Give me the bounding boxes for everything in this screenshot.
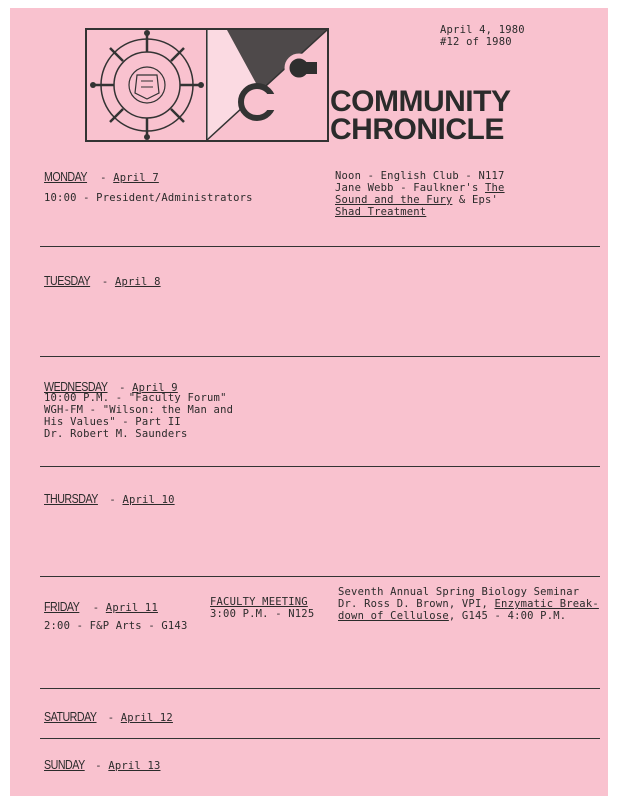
sunday-label: SUNDAY: [44, 757, 85, 772]
issue-date: April 4, 1980: [440, 24, 525, 36]
saturday-label: SATURDAY: [44, 709, 97, 724]
divider: [40, 576, 600, 577]
newsletter-page: [10, 8, 608, 796]
friday-heading: FRIDAY - April 11: [44, 599, 158, 614]
friday-label: FRIDAY: [44, 599, 80, 614]
monday-right-events: [335, 170, 605, 218]
wednesday-label: WEDNESDAY: [44, 379, 108, 394]
monday-date: April 7: [113, 172, 159, 184]
masthead-logo: [85, 28, 329, 142]
monday-lecture-line3: Shad Treatment: [335, 206, 427, 218]
thursday-date: April 10: [122, 494, 175, 506]
masthead-title-line1: COMMUNITY: [330, 85, 511, 118]
tuesday-date: April 8: [114, 276, 161, 288]
thursday-label: THURSDAY: [44, 491, 98, 506]
faculty-meeting-title: FACULTY MEETING: [210, 596, 308, 608]
wednesday-date: April 9: [132, 382, 178, 394]
wednesday-line: WGH-FM - "Wilson: the Man and: [44, 404, 234, 416]
saturday-date: April 12: [120, 712, 173, 724]
friday-date: April 11: [105, 602, 158, 614]
monday-event: 10:00 - President/Administrators: [44, 192, 253, 204]
saturday-heading: SATURDAY - April 12: [44, 709, 173, 724]
monday-heading: MONDAY - April 7: [44, 169, 159, 184]
faculty-meeting-time: 3:00 P.M. - N125: [210, 608, 315, 620]
college-seal-icon: [87, 30, 327, 140]
friday-arts-event: 2:00 - F&P Arts - G143: [44, 620, 188, 632]
wednesday-line: His Values" - Part II: [44, 416, 181, 428]
monday-lecture-line: Jane Webb - Faulkner's The: [335, 182, 505, 194]
sunday-date: April 13: [108, 760, 161, 772]
wednesday-line: 10:00 P.M. - "Faculty Forum": [44, 392, 227, 404]
sunday-heading: SUNDAY - April 13: [44, 757, 161, 772]
wednesday-line: Dr. Robert M. Saunders: [44, 428, 188, 440]
divider: [40, 688, 600, 689]
divider: [40, 246, 600, 247]
divider: [40, 738, 600, 739]
tuesday-heading: TUESDAY - April 8: [44, 273, 161, 288]
divider: [40, 466, 600, 467]
monday-label: MONDAY: [44, 169, 88, 184]
faculty-meeting: [210, 596, 314, 620]
divider: [40, 356, 600, 357]
wednesday-events: [44, 392, 304, 440]
tuesday-label: TUESDAY: [44, 273, 91, 288]
issue-number: #12 of 1980: [440, 36, 512, 48]
seminar-title: Seventh Annual Spring Biology Seminar: [338, 586, 580, 598]
monday-lecture-line2: Sound and the Fury & Eps': [335, 194, 499, 206]
biology-seminar: Seventh Annual Spring Biology Seminar Dr. Ross D. Brown, VPI, Enzymatic Break- down of Cellulose, G145 - 4:00 P.M.: [338, 586, 608, 622]
wednesday-heading: WEDNESDAY - April 9: [44, 379, 178, 394]
monday-english-club: Noon - English Club - N117: [335, 170, 505, 182]
masthead-title-line2: CHRONICLE: [330, 113, 504, 146]
thursday-heading: THURSDAY - April 10: [44, 491, 175, 506]
